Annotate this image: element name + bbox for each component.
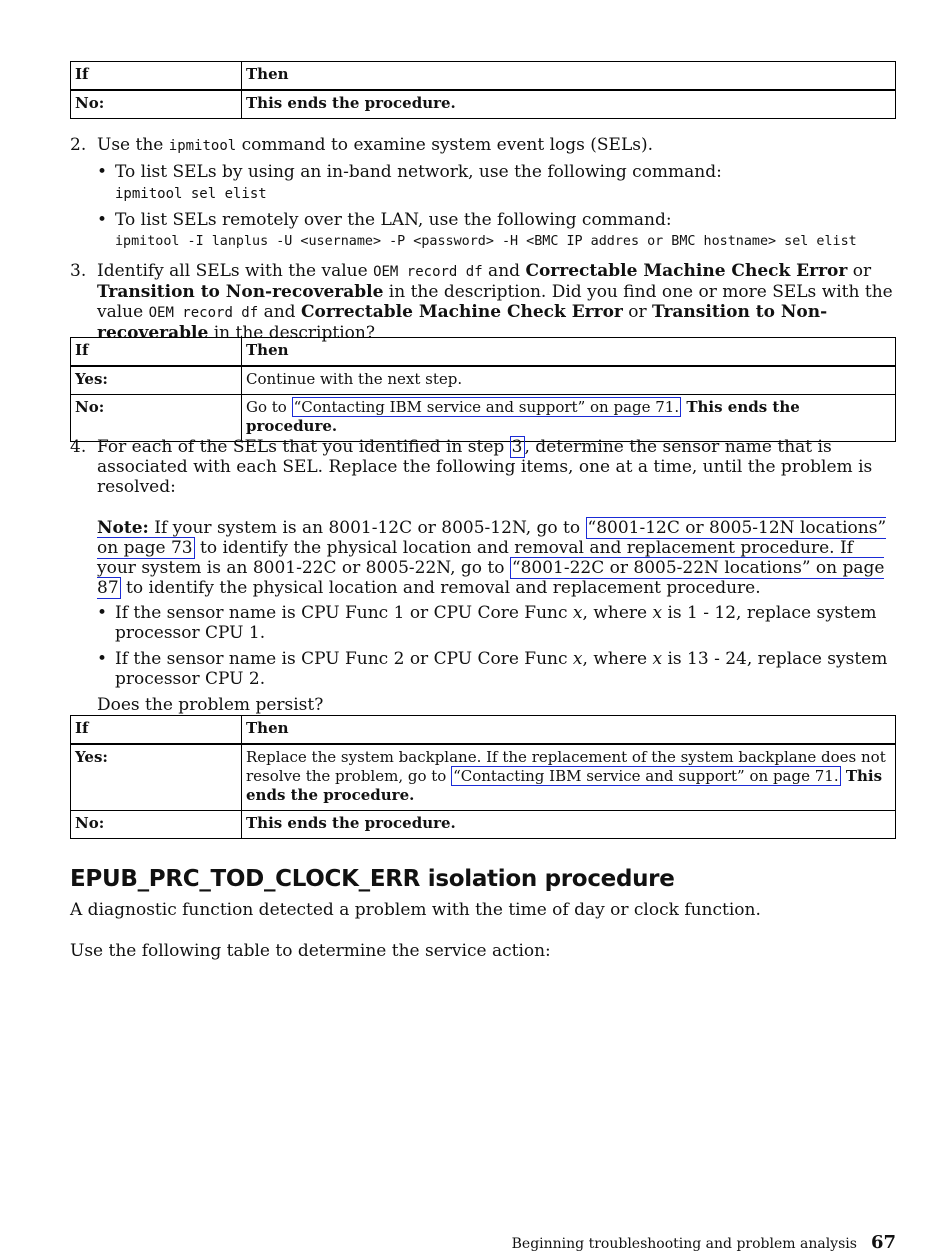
table-1-container — [70, 61, 896, 119]
cell-if: No: — [71, 90, 242, 119]
table-header-row — [71, 62, 896, 91]
header-if: If — [71, 716, 242, 745]
step-3-text: Identify all SELs with the value OEM record df and Correctable Machine Check Error or Transition to Non-recoverable in the description. Did you find one or more SELs with the value OEM record df and Correctable Machine Check Error or Transition to Non-recoverable in the description? — [97, 261, 893, 343]
locations-12-link[interactable]: “8001-12C or 8005-12N locations” on page 73 — [97, 518, 887, 558]
cell-if: No: — [71, 395, 242, 442]
command-name: ipmitool — [168, 138, 237, 154]
list-item: • If the sensor name is CPU Func 1 or CPU Core Func x, where x is 1 - 12, replace system processor CPU 1. — [115, 603, 896, 643]
table-row — [71, 90, 896, 119]
cell-if: Yes: — [71, 366, 242, 395]
header-if: If — [71, 338, 242, 367]
step-4 — [70, 437, 896, 715]
cell-if: Yes: — [71, 744, 242, 811]
step-number: 2. — [70, 135, 87, 155]
cell-then: Continue with the next step. — [242, 366, 896, 395]
table-2-container — [70, 337, 896, 442]
list-item: • If the sensor name is CPU Func 2 or CPU Core Func x, where x is 13 - 24, replace system processor CPU 2. — [115, 649, 896, 689]
page-number: 67 — [870, 1232, 896, 1253]
step-2 — [70, 135, 896, 256]
header-then: Then — [242, 716, 896, 745]
header-then: Then — [242, 338, 896, 367]
table-row — [71, 811, 896, 839]
contacting-ibm-link[interactable]: “Contacting IBM service and support” on page 71. — [293, 398, 680, 416]
section-instruction: Use the following table to determine the service action: — [70, 941, 551, 961]
command-line: ipmitool sel elist — [115, 186, 267, 202]
step-3 — [70, 261, 896, 343]
table-header-row — [71, 338, 896, 367]
if-then-table-2 — [70, 337, 896, 442]
command-line: ipmitool -I lanplus -U <username> -P <password> -H <BMC IP addres or BMC hostname> sel elist — [115, 234, 857, 249]
question: Does the problem persist? — [97, 695, 324, 715]
cell-then: Replace the system backplane. If the replacement of the system backplane does not resolve the problem, go to “Contacting IBM service and support” on page 71. This ends the procedure. — [242, 744, 896, 811]
note: Note: If your system is an 8001-12C or 8005-12N, go to “8001-12C or 8005-12N locations” on page 73 to identify the physical location and removal and replacement procedure. If your system is an 8001-22C or 8005-22N, go to “8001-22C or 8005-22N locations” on page 87 to identify the physical location and removal and replacement procedure. — [97, 518, 887, 598]
section-intro: A diagnostic function detected a problem with the time of day or clock function. — [70, 900, 761, 920]
header-then: Then — [242, 62, 896, 91]
table-row — [71, 395, 896, 442]
step-number: 4. — [70, 437, 87, 457]
cell-if: No: — [71, 811, 242, 839]
table-row — [71, 744, 896, 811]
list-item: • To list SELs remotely over the LAN, use the following command: ipmitool -I lanplus -U <username> -P <password> -H <BMC IP addres or BMC hostname> sel elist — [115, 210, 896, 252]
if-then-table-1 — [70, 61, 896, 119]
list-item: • To list SELs by using an in-band network, use the following command: ipmitool sel elist — [115, 162, 896, 204]
table-3-container — [70, 715, 896, 839]
cell-then: This ends the procedure. — [242, 811, 896, 839]
step-2-text: Use the ipmitool command to examine system event logs (SELs). — [97, 135, 653, 155]
table-row — [71, 366, 896, 395]
step-number: 3. — [70, 261, 87, 281]
step-3-link[interactable]: 3 — [511, 437, 523, 457]
table-header-row — [71, 716, 896, 745]
locations-22-link[interactable]: “8001-22C or 8005-22N locations” on page 87 — [97, 558, 885, 598]
note-label: Note: — [97, 518, 149, 538]
contacting-ibm-link[interactable]: “Contacting IBM service and support” on page 71. — [453, 767, 839, 785]
footer-text: Beginning troubleshooting and problem analysis — [511, 1236, 857, 1252]
if-then-table-3 — [70, 715, 896, 839]
cell-then: Go to “Contacting IBM service and support” on page 71. This ends the procedure. — [242, 395, 896, 442]
section-title: EPUB_PRC_TOD_CLOCK_ERR isolation procedure — [70, 866, 675, 892]
cell-then: This ends the procedure. — [242, 90, 896, 119]
page-footer — [512, 1232, 896, 1253]
step-4-text: For each of the SELs that you identified in step 3 , determine the sensor name that is associated with each SEL. Replace the following items, one at a time, until the problem is resolved: — [97, 437, 873, 497]
header-if: If — [71, 62, 242, 91]
